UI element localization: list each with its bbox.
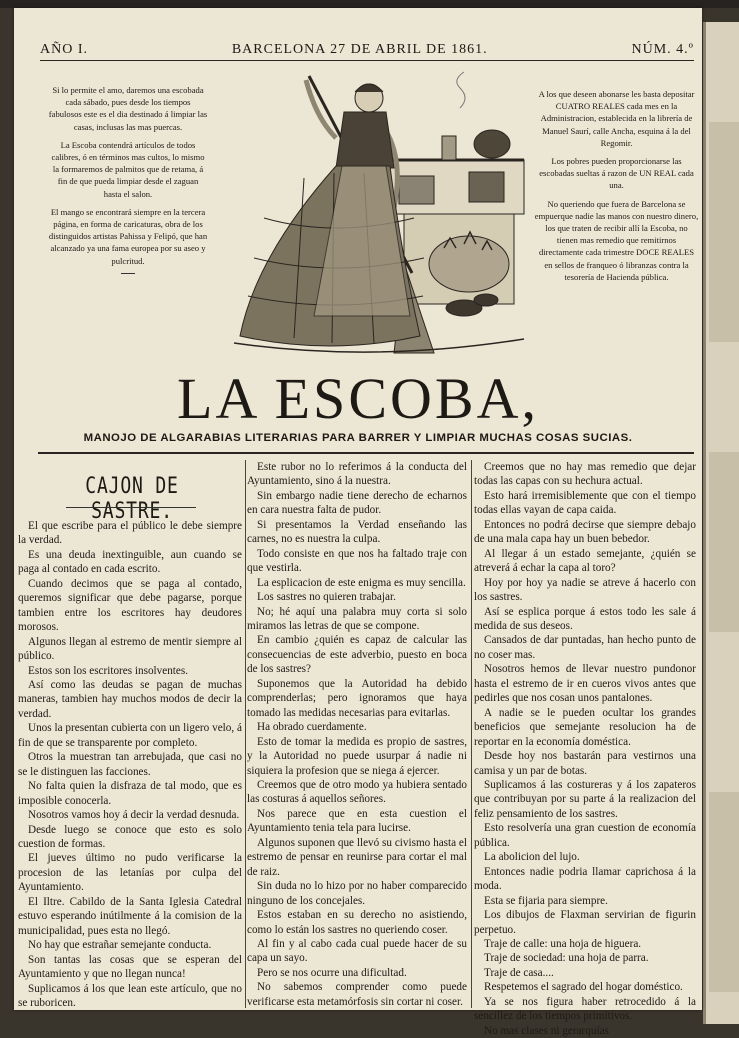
notice-paragraph: El mango se encontrará siempre en la tercera página, en forma de caricaturas, obra de los distinguidos artistas Pahissa y Felipó, que han alcanzado ya una fama europea por su aseo y pulcritud. [48,206,208,266]
article-paragraph: Todo consiste en que nos ha faltado traje con que vestirla. [247,547,467,575]
column-divider [471,460,472,1008]
article-paragraph: Entonces nadie podria llamar caprichosa á la moda. [474,865,696,893]
left-notice [48,84,208,274]
article-paragraph: No mas clases ni gerarquías [484,1024,609,1037]
article-paragraph: No; hé aquí una palabra muy corta si solo miramos las letras de que se compone. [247,605,467,632]
article-paragraph: No sabemos comprender como puede verificarse esta metamórfosis sin cortar ni coser. [247,981,467,1008]
article-paragraph: Esto resolvería una gran cuestion de economía pública. [474,822,696,849]
column-divider [245,460,246,1008]
article-paragraph: Traje de calle: una hoja de higuera. [484,937,642,950]
article-paragraph: Otros la muestran tan arrebujada, que casi no se le distinguen las facciones. [18,751,242,778]
article-column-1 [18,519,242,1010]
article-paragraph: Son tantas las cosas que se esperan del Ayuntamiento y que no llegan nunca! [18,953,242,981]
article-paragraph: Es una deuda inextinguible, aun cuando se paga al contado en cada escrito. [18,548,242,576]
article-paragraph: Desde luego se conoce que esto es solo cuestion de formas. [18,823,242,850]
article-paragraph: Al fin y al cabo cada cual puede hacer de su capa un sayo. [247,937,467,965]
article-paragraph: Creemos que de otro modo ya hubiera sentado las costuras á aquellos señores. [247,778,467,806]
article-paragraph: La abolicion del lujo. [484,851,580,864]
article-paragraph: Al llegar á un estado semejante, ¿quién se atreverá á echar la capa al toro? [474,547,696,575]
place-date: BARCELONA 27 DE ABRIL DE 1861. [231,42,488,57]
notice-paragraph: Si lo permite el amo, daremos una escobada cada sábado, pues desde los tiempos fabulosos este es el dia destinado á limpiar las casas, inclusas las mas puercas. [48,85,208,132]
article-paragraph: La esplicacion de este enigma es muy sencilla. [257,576,466,589]
scan-top-border [0,0,739,8]
issue-header [40,36,694,61]
article-paragraph: Suplicamos á las costureras y á los zapateros que contribuyan por su parte á la realizacion del feliz pensamiento de los sastres. [474,778,696,820]
article-paragraph: Hoy por hoy ya nadie se atreve á hacerlo con los sastres. [474,576,696,604]
masthead-rule [38,452,694,454]
article-paragraph: Sin duda no lo hizo por no haber comparecido ninguno de los concejales. [247,880,467,907]
article-paragraph: Esto de tomar la medida es propio de sastres, y la Autoridad no puede usurpar á nadie ni siquiera la profesion que se niega á ejercer. [247,735,467,777]
right-notice [534,88,699,289]
article-paragraph: Algunos llegan al estremo de mentir siempre al público. [18,635,242,663]
article-paragraph: Nos parece que en esta cuestion el Ayuntamiento tenia tela para lucirse. [247,807,467,835]
article-paragraph: Unos la presentan cubierta con un ligero velo, á fin de que se transparente por completo. [18,722,242,749]
article-paragraph: Suponemos que la Autoridad ha debido comprenderlas; pero ignoramos que haya tomado las medidas necesarias para evitarlas. [247,677,467,719]
article-paragraph: Ha obrado cuerdamente. [257,721,367,734]
article-paragraph: Esta se fijaria para siempre. [484,894,608,907]
article-paragraph: A nadie se le pueden ocultar los grandes beneficios que semejante resolucion ha de reportar en la economía doméstica. [474,706,696,748]
masthead-subtitle: MANOJO DE ALGARABIAS LITERARIAS PARA BARRER Y LIMPIAR MUCHAS COSAS SUCIAS. [83,432,633,444]
article-column-3 [474,460,696,1038]
article-paragraph: Suplicamos á los que lean este artículo, que no se ruboricen. [18,982,242,1009]
article-column-2 [247,460,467,1009]
notice-paragraph: Los pobres pueden proporcionarse las escobadas sueltas á razon de UN REAL cada una. [539,156,694,191]
article-paragraph: Los dibujos de Flaxman servirian de figurin perpetuo. [474,909,696,936]
notice-paragraph: La Escoba contendrá artículos de todos calibres, ó en términos mas cultos, lo mismo la formaremos de palmitos que de retama, á fin de que pueda limpiar desde el zaguan hasta el salon. [51,139,205,199]
article-paragraph: El que escribe para el público le debe siempre la verdad. [18,520,242,547]
article-paragraph: Sin embargo nadie tiene derecho de echarnos en cara nuestra falta de pudor. [247,489,467,517]
article-paragraph: Traje de sociedad: una hoja de parra. [484,952,649,965]
article-paragraph: Así se esplica porque á estos todo les sale á medida de sus deseos. [474,605,696,632]
woman-sweeping-illustration [224,68,529,358]
article-paragraph: No hay que estrañar semejante conducta. [28,939,212,952]
article-paragraph: Estos estaban en su derecho no asistiendo, como lo están los sastres no queriendo coser. [247,909,467,936]
article-paragraph: Ya se nos figura haber retrocedido á la sencillez de los tiempos primitivos. [474,995,696,1023]
section-title: CAJON DE SASTRE. [85,474,179,524]
article-paragraph: Traje de casa.... [484,966,554,979]
article-paragraph: Estos son los escritores insolventes. [28,664,189,677]
article-paragraph: El jueves último no pudo verificarse la procesion de las letanías por culpa del Ayuntamiento. [18,852,242,894]
article-paragraph: En cambio ¿quién es capaz de calcular las consecuencias de este adverbio, puesto en boca de los sastres? [247,634,467,676]
notice-paragraph: A los que deseen abonarse les basta depositar CUATRO REALES cada mes en la Administracion, establecida en la librería de Manuel Saurí, calle Ancha, esquina á la del Regomir. [538,89,695,148]
article-paragraph: Desde hoy nos bastarán para vestirnos una camisa y un par de botas. [474,750,696,777]
article-paragraph: Si presentamos la Verdad enseñando las carnes, no es nuestra la culpa. [247,518,467,546]
masthead-title: LA ESCOBA, [177,366,539,431]
adjacent-page-edge [703,22,739,1024]
article-paragraph: Respetemos el sagrado del hogar doméstico. [484,981,683,994]
issue-number: NÚM. 4.º [631,42,694,57]
notice-paragraph: No queriendo que fuera de Barcelona se empuerque nadie las manos con nuestro dinero, los que traten de recibir allí la Escoba, no tienen mas remedio que remitirnos directamente cada trimestre DOCE REALES en sellos de franqueo ó libranzas contra la tesorería de Hacienda pública. [534,198,699,282]
article-paragraph: Este rubor no lo referimos á la conducta del Ayuntamiento, sino á la nuestra. [247,461,467,488]
article-paragraph: Nosotros vamos hoy á decir la verdad desnuda. [28,809,240,822]
article-paragraph: Cansados de dar puntadas, han hecho punto de no coser mas. [474,634,696,661]
section-title-underline [66,507,196,508]
article-paragraph: Nosotros hemos de llevar nuestro pundonor hasta el estremo de ir en cueros vivos antes que pedirles que nos cosan unos pantalones. [474,663,696,705]
article-paragraph: Algunos suponen que llevó su civismo hasta el estremo de pensar en reunirse para cortar el mal de raiz. [247,836,467,878]
article-paragraph: Los sastres no quieren trabajar. [257,591,396,604]
article-paragraph: Creemos que no hay mas remedio que dejar todas las capas con su hechura actual. [474,461,696,488]
article-paragraph: Entonces no podrá decirse que siempre debajo de una mala capa hay un buen bebedor. [474,518,696,546]
article-paragraph: Cuando decimos que se paga al contado, queremos significar que debe pagarse, porque tambien entre los escritores hay deudores morosos. [18,577,242,634]
article-paragraph: Esto hará irremisiblemente que con el tiempo todas ellas vayan de capa caida. [474,489,696,517]
article-paragraph: Pero se nos ocurre una dificultad. [257,966,407,979]
article-paragraph: El Iltre. Cabildo de la Santa Iglesia Catedral estuvo esperando inútilmente á la comision de la municipalidad, pues esta no llegó. [18,895,242,937]
newspaper-page [14,8,702,1037]
issue-year: AÑO I. [40,42,88,57]
article-paragraph: Así como las deudas se pagan de muchas maneras, tambien hay muchos modos de decir la verdad. [18,678,242,720]
article-paragraph: No falta quien la disfraza de tal modo, que es imposible conocerla. [18,780,242,807]
